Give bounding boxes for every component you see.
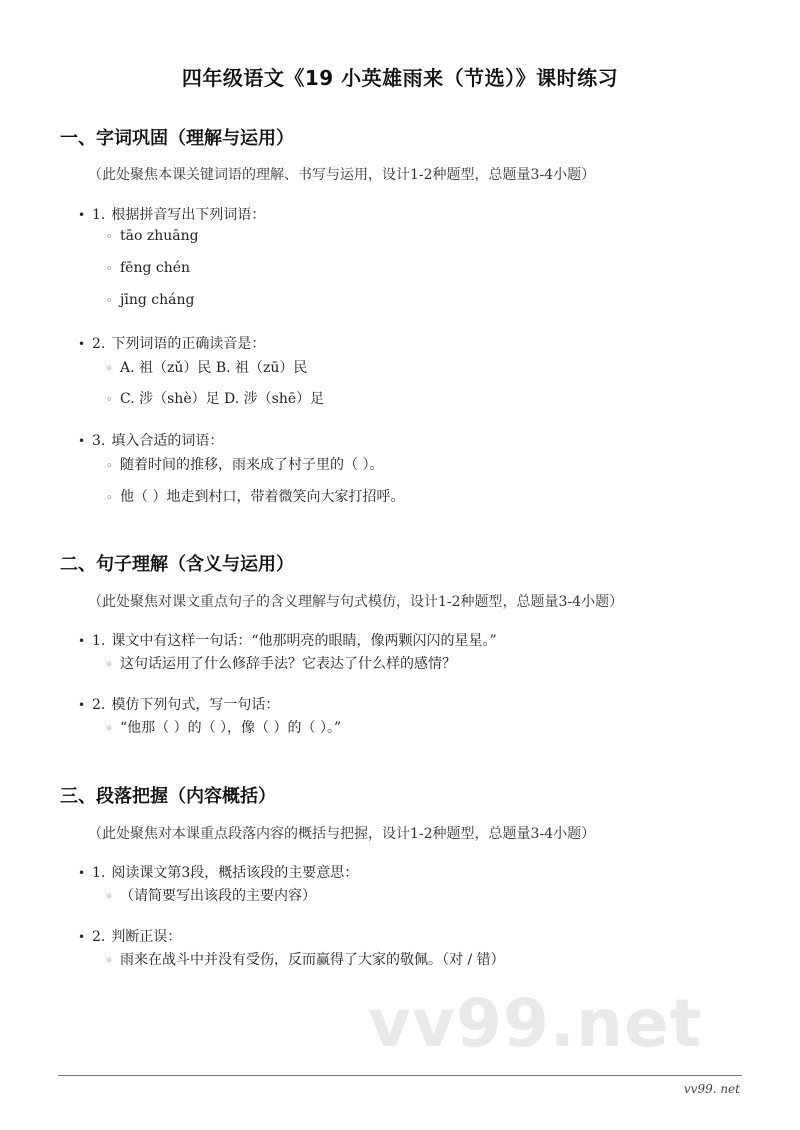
- sub-item-text: fēng chén: [120, 260, 191, 276]
- circle-bullet-icon: ◦: [106, 459, 113, 472]
- question-2-2: [78, 694, 279, 714]
- circle-bullet-icon: ◦: [106, 230, 113, 243]
- circle-bullet-icon: ◦: [106, 658, 113, 671]
- sub-item-text: tāo zhuāng: [120, 228, 199, 244]
- circle-bullet-icon: ◦: [106, 362, 113, 375]
- circle-bullet-icon: ◦: [106, 491, 113, 504]
- section-heading-1: 一、字词巩固（理解与运用）: [60, 128, 294, 149]
- sub-item-1-3-1: [106, 454, 383, 474]
- bullet-icon: •: [78, 634, 86, 648]
- sub-item-2-1-1: [106, 653, 456, 673]
- sub-item-text: 这句话运用了什么修辞手法？它表达了什么样的感情？: [120, 656, 456, 672]
- circle-bullet-icon: ◦: [106, 294, 113, 307]
- question-text: 模仿下列句式，写一句话：: [111, 697, 280, 713]
- question-1-3: [78, 430, 223, 450]
- sub-item-2-2-1: [106, 717, 341, 737]
- sub-item-text: 雨来在战斗中并没有受伤，反而赢得了大家的敬佩。（对 / 错）: [120, 952, 505, 968]
- question-text: 根据拼音写出下列词语：: [111, 207, 266, 223]
- bullet-icon: •: [78, 698, 86, 712]
- question-1-2: [78, 333, 265, 353]
- question-number: 1.: [92, 207, 106, 223]
- page-title: 四年级语文《19 小英雄雨来（节选）》课时练习: [181, 66, 619, 90]
- question-text: 判断正误：: [111, 929, 182, 945]
- question-3-2: [78, 926, 181, 946]
- sub-item-1-1-2: [106, 260, 190, 276]
- question-text: 课文中有这样一句话：“他那明亮的眼睛，像两颗闪闪的星星。”: [111, 633, 497, 649]
- sub-item-1-1-1: [106, 228, 199, 244]
- circle-bullet-icon: ◦: [106, 262, 113, 275]
- question-1-1: [78, 204, 265, 224]
- question-number: 1.: [92, 865, 106, 881]
- sub-item-text: “他那（ ）的（ ），像（ ）的（ ）。”: [120, 720, 342, 736]
- question-number: 3.: [92, 433, 106, 449]
- sub-item-text: A. 祖（zǔ）民 B. 祖（zū）民: [120, 360, 308, 376]
- sub-item-text: （请简要写出该段的主要内容）: [120, 888, 316, 904]
- circle-bullet-icon: ◦: [106, 722, 113, 735]
- sub-item-text: jīng cháng: [120, 292, 195, 308]
- sub-item-1-3-2: [106, 486, 404, 506]
- sub-item-3-2-1: [106, 949, 505, 969]
- bullet-icon: •: [78, 208, 86, 222]
- question-3-1: [78, 862, 358, 882]
- sub-item-text: 他（ ）地走到村口，带着微笑向大家打招呼。: [120, 489, 405, 505]
- section-heading-2: 二、句子理解（含义与运用）: [60, 554, 294, 575]
- circle-bullet-icon: ◦: [106, 890, 113, 903]
- bullet-icon: •: [78, 337, 86, 351]
- question-text: 填入合适的词语：: [111, 433, 224, 449]
- question-number: 2.: [92, 929, 106, 945]
- footer-divider: [58, 1075, 742, 1076]
- bullet-icon: •: [78, 930, 86, 944]
- section-note-3: （此处聚焦对本课重点段落内容的概括与把握，设计1-2种题型，总题量3-4小题）: [88, 826, 596, 842]
- section-heading-3: 三、段落把握（内容概括）: [60, 786, 276, 807]
- sub-item-text: 随着时间的推移，雨来成了村子里的（ ）。: [120, 457, 384, 473]
- sub-item-1-1-3: [106, 292, 194, 308]
- section-note-1: （此处聚焦本课关键词语的理解、书写与运用，设计1-2种题型，总题量3-4小题）: [88, 167, 596, 183]
- bullet-icon: •: [78, 434, 86, 448]
- circle-bullet-icon: ◦: [106, 954, 113, 967]
- bullet-icon: •: [78, 866, 86, 880]
- question-text: 阅读课文第3段，概括该段的主要意思：: [111, 865, 359, 881]
- section-note-2: （此处聚焦对课文重点句子的含义理解与句式模仿，设计1-2种题型，总题量3-4小题）: [88, 594, 624, 610]
- watermark: vv99.net: [368, 985, 703, 1062]
- sub-item-text: C. 涉（shè）足 D. 涉（shē）足: [120, 391, 325, 407]
- sub-item-1-2-2: [106, 388, 324, 408]
- footer-site-label: vv99. net: [683, 1082, 740, 1096]
- question-number: 2.: [92, 697, 106, 713]
- circle-bullet-icon: ◦: [106, 393, 113, 406]
- question-text: 下列词语的正确读音是：: [111, 336, 266, 352]
- question-number: 1.: [92, 633, 106, 649]
- sub-item-3-1-1: [106, 885, 316, 905]
- question-number: 2.: [92, 336, 106, 352]
- question-2-1: [78, 630, 497, 650]
- sub-item-1-2-1: [106, 357, 307, 377]
